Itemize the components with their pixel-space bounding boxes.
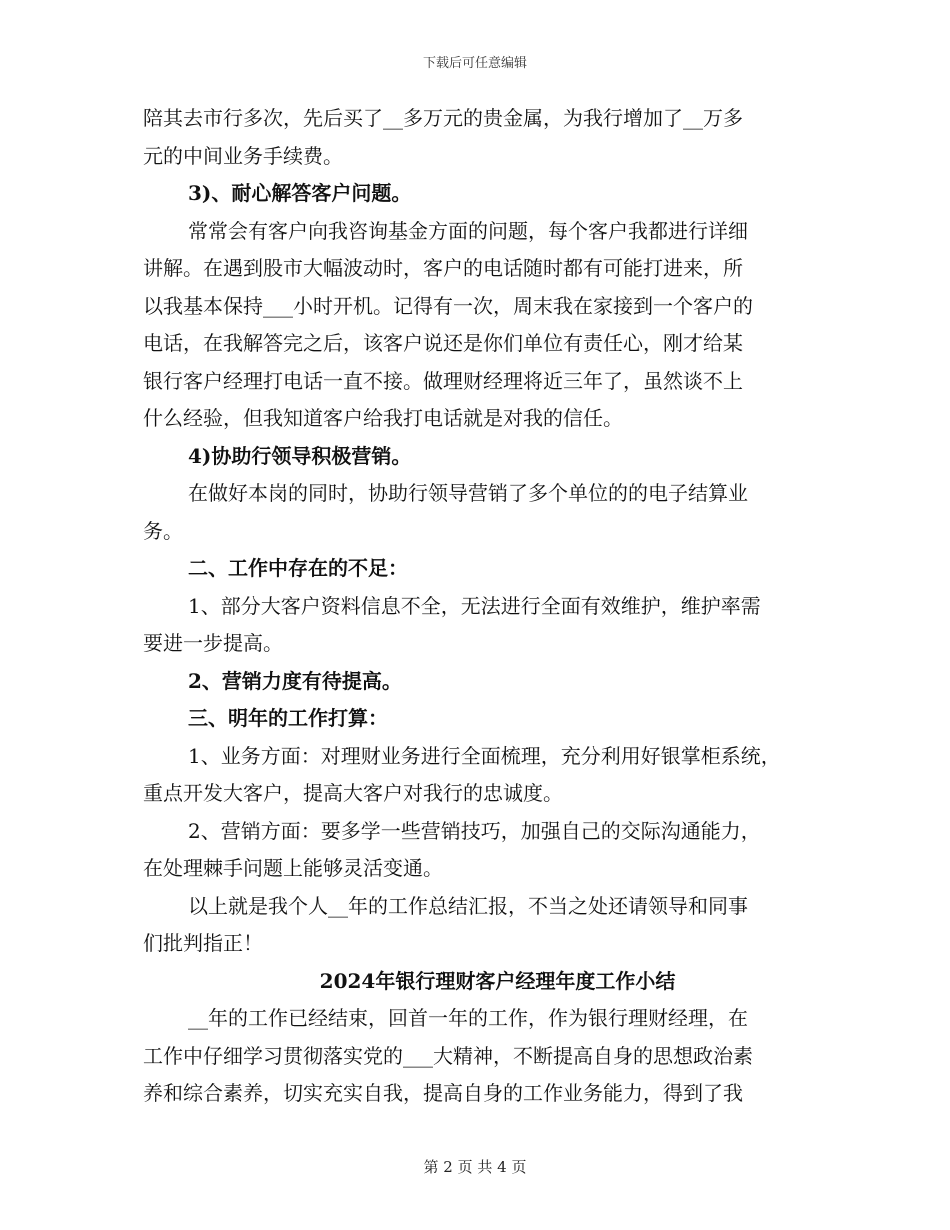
document-title: 2024年银行理财客户经理年度工作小结 — [319, 968, 676, 993]
paragraph-line: 讲解。在遇到股市大幅波动时，客户的电话随时都有可能打进来，所 — [143, 256, 743, 280]
section-heading: 3)、耐心解答客户问题。 — [188, 181, 412, 205]
paragraph-line: 元的中间业务手续费。 — [143, 143, 343, 168]
paragraph-line: 务。 — [143, 518, 183, 543]
page-number-footer: 第 2 页 共 4 页 — [423, 1158, 527, 1176]
section-heading: 4)协助行领导积极营销。 — [188, 443, 412, 468]
document-body — [143, 100, 808, 1113]
paragraph-line: 要进一步提高。 — [143, 631, 283, 655]
paragraph-line: 以我基本保持___小时开机。记得有一次，周末我在家接到一个客户的 — [143, 293, 753, 318]
paragraph-line: __年的工作已经结束，回首一年的工作，作为银行理财经理，在 — [188, 1006, 748, 1030]
paragraph-line: 什么经验，但我知道客户给我打电话就是对我的信任。 — [143, 406, 623, 430]
paragraph-line: 电话，在我解答完之后，该客户说还是你们单位有责任心，刚才给某 — [143, 331, 743, 355]
paragraph-line: 1、业务方面：对理财业务进行全面梳理，充分利用好银掌柜系统， — [188, 743, 781, 768]
section-heading: 二、工作中存在的不足： — [188, 556, 408, 580]
paragraph-line: 工作中仔细学习贯彻落实党的___大精神，不断提高自身的思想政治素 — [143, 1043, 753, 1068]
paragraph-line: 以上就是我个人__年的工作总结汇报，不当之处还请领导和同事 — [188, 893, 748, 918]
paragraph-line: 重点开发大客户，提高大客户对我行的忠诚度。 — [143, 781, 563, 805]
paragraph-line: 银行客户经理打电话一直不接。做理财经理将近三年了，虽然谈不上 — [143, 368, 743, 393]
paragraph-line: 1、部分大客户资料信息不全，无法进行全面有效维护，维护率需 — [188, 593, 761, 618]
paragraph-line: 2、营销方面：要多学一些营销技巧，加强自己的交际沟通能力， — [188, 818, 761, 843]
paragraph-line: 养和综合素养，切实充实自我，提高自身的工作业务能力，得到了我 — [143, 1081, 743, 1105]
paragraph-line: 们批判指正！ — [143, 931, 263, 955]
paragraph-line: 在做好本岗的同时，协助行领导营销了多个单位的的电子结算业 — [188, 481, 748, 505]
page-header: 下载后可任意编辑 — [422, 56, 527, 71]
paragraph-line: 常常会有客户向我咨询基金方面的问题，每个客户我都进行详细 — [188, 218, 748, 243]
section-heading: 三、明年的工作打算： — [188, 706, 388, 730]
paragraph-line: 在处理棘手问题上能够灵活变通。 — [143, 856, 443, 880]
paragraph-line: 陪其去市行多次，先后买了__多万元的贵金属，为我行增加了__万多 — [143, 106, 743, 130]
section-heading: 2、营销力度有待提高。 — [188, 668, 402, 693]
